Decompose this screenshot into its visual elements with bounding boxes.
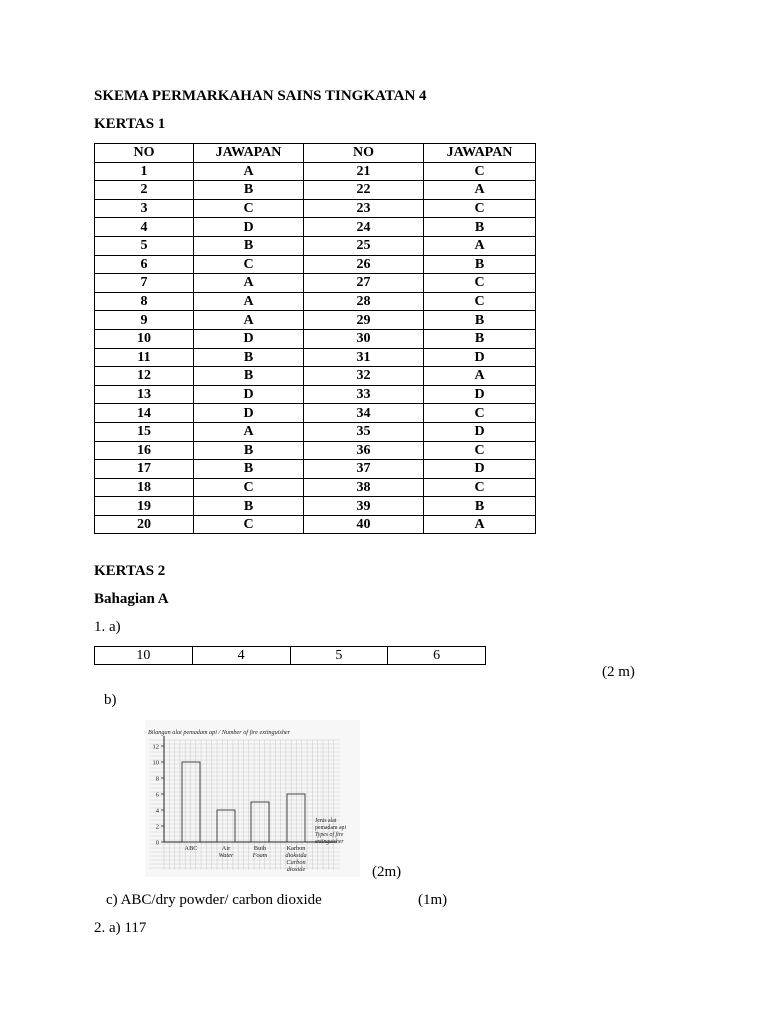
- answer-no-cell: 4: [95, 218, 194, 237]
- q1a-label: 1. a): [94, 619, 121, 635]
- bar-0: [182, 762, 200, 842]
- x-category-label: Water: [218, 852, 234, 859]
- answer-no-cell: 2: [95, 181, 194, 200]
- answer-letter-cell: C: [424, 404, 536, 423]
- answer-letter-cell: A: [424, 515, 536, 534]
- answer-letter-cell: A: [424, 181, 536, 200]
- table-row: [95, 199, 536, 218]
- table-row: [95, 292, 536, 311]
- table-row: [95, 497, 536, 516]
- answer-no-cell: 23: [304, 199, 424, 218]
- answer-no-cell: 28: [304, 292, 424, 311]
- answer-letter-cell: D: [194, 385, 304, 404]
- answer-letter-cell: D: [194, 404, 304, 423]
- answer-no-cell: 14: [95, 404, 194, 423]
- y-tick-label: 2: [155, 823, 159, 831]
- answer-letter-cell: B: [194, 348, 304, 367]
- table-row: [95, 236, 536, 255]
- answer-letter-cell: A: [194, 162, 304, 181]
- answer-letter-cell: B: [194, 181, 304, 200]
- answer-no-cell: 40: [304, 515, 424, 534]
- answer-letter-cell: B: [424, 255, 536, 274]
- answer-no-cell: 18: [95, 478, 194, 497]
- table-header-row: [95, 144, 536, 163]
- answer-no-cell: 34: [304, 404, 424, 423]
- table-row: [95, 274, 536, 293]
- answer-no-cell: 22: [304, 181, 424, 200]
- header-jawapan-2: JAWAPAN: [424, 144, 536, 163]
- answer-no-cell: 7: [95, 274, 194, 293]
- answer-no-cell: 31: [304, 348, 424, 367]
- answer-letter-cell: D: [424, 422, 536, 441]
- x-category-label: Air: [221, 845, 231, 852]
- answer-letter-cell: D: [194, 218, 304, 237]
- answer-letter-cell: C: [424, 274, 536, 293]
- answer-letter-cell: A: [194, 311, 304, 330]
- table-row: [95, 255, 536, 274]
- q1c-answer: c) ABC/dry powder/ carbon dioxide: [106, 892, 322, 908]
- x-axis-label: Jenis alat: [315, 818, 337, 824]
- answer-letter-cell: B: [194, 236, 304, 255]
- table-row: [95, 460, 536, 479]
- answer-no-cell: 1: [95, 162, 194, 181]
- table-row: [95, 162, 536, 181]
- bar-1: [217, 810, 235, 842]
- answer-letter-cell: D: [424, 348, 536, 367]
- header-no-2: NO: [304, 144, 424, 163]
- answer-no-cell: 39: [304, 497, 424, 516]
- answer-letter-cell: B: [424, 329, 536, 348]
- y-axis-label: Bilangan alat pemadam api / Number of fire extinguisher: [148, 729, 291, 736]
- q2a-answer: 2. a) 117: [94, 920, 147, 936]
- answer-letter-cell: D: [424, 385, 536, 404]
- answer-letter-cell: D: [424, 460, 536, 479]
- answer-no-cell: 24: [304, 218, 424, 237]
- answer-no-cell: 29: [304, 311, 424, 330]
- answer-letter-cell: C: [424, 478, 536, 497]
- y-tick-label: 8: [155, 775, 159, 783]
- table-row: [95, 348, 536, 367]
- y-tick-label: 10: [152, 759, 159, 767]
- answer-letter-cell: C: [424, 162, 536, 181]
- answer-no-cell: 16: [95, 441, 194, 460]
- answer-letter-cell: B: [194, 497, 304, 516]
- q1c-marks: (1m): [418, 892, 448, 908]
- x-axis-label: pemadam api: [315, 825, 347, 831]
- answer-no-cell: 15: [95, 422, 194, 441]
- answer-no-cell: 38: [304, 478, 424, 497]
- q1a-value-cell: 4: [192, 647, 290, 665]
- answer-letter-cell: C: [424, 441, 536, 460]
- header-jawapan-1: JAWAPAN: [194, 144, 304, 163]
- answer-letter-cell: A: [424, 367, 536, 386]
- y-tick-label: 6: [155, 791, 159, 799]
- q1b-label: b): [104, 692, 117, 708]
- answer-letter-cell: B: [424, 218, 536, 237]
- x-category-label: Buih: [253, 845, 267, 852]
- answer-letter-cell: A: [194, 292, 304, 311]
- answer-no-cell: 33: [304, 385, 424, 404]
- kertas2-heading: KERTAS 2: [94, 563, 166, 579]
- x-axis-label: Types of fire: [315, 832, 344, 838]
- table-row: [95, 385, 536, 404]
- header-no-1: NO: [95, 144, 194, 163]
- answer-no-cell: 11: [95, 348, 194, 367]
- answer-no-cell: 3: [95, 199, 194, 218]
- table-row: [95, 515, 536, 534]
- section-heading: Bahagian A: [94, 591, 169, 607]
- answer-letter-cell: C: [194, 478, 304, 497]
- answer-letter-cell: D: [194, 329, 304, 348]
- answer-no-cell: 36: [304, 441, 424, 460]
- x-category-label: dioxide: [286, 866, 306, 873]
- kertas1-heading: KERTAS 1: [94, 116, 166, 132]
- answer-no-cell: 8: [95, 292, 194, 311]
- table-row: [95, 441, 536, 460]
- answer-letter-cell: B: [194, 367, 304, 386]
- y-tick-label: 4: [155, 807, 159, 815]
- q1a-answer-row: [94, 646, 486, 665]
- answer-no-cell: 5: [95, 236, 194, 255]
- q1a-value-cell: 5: [290, 647, 388, 665]
- answer-no-cell: 12: [95, 367, 194, 386]
- table-row: [95, 329, 536, 348]
- x-category-label: Karbon: [286, 845, 306, 852]
- q1a-marks: (2 m): [602, 664, 635, 680]
- x-axis-label: extinguisher: [315, 839, 344, 845]
- answer-letter-cell: B: [194, 441, 304, 460]
- answer-no-cell: 10: [95, 329, 194, 348]
- answer-no-cell: 13: [95, 385, 194, 404]
- answer-no-cell: 9: [95, 311, 194, 330]
- x-category-label: Carbon: [286, 859, 306, 866]
- x-category-label: dioksida: [285, 852, 307, 859]
- x-category-label: ABC: [184, 845, 198, 852]
- answer-no-cell: 19: [95, 497, 194, 516]
- q1a-value-cell: 6: [388, 647, 486, 665]
- kertas1-answer-table: [94, 143, 536, 534]
- table-row: [95, 478, 536, 497]
- y-tick-label: 12: [152, 743, 159, 751]
- answer-no-cell: 26: [304, 255, 424, 274]
- answer-letter-cell: B: [194, 460, 304, 479]
- table-row: [95, 404, 536, 423]
- answer-letter-cell: A: [424, 236, 536, 255]
- answer-letter-cell: C: [194, 255, 304, 274]
- table-row: [95, 422, 536, 441]
- answer-no-cell: 20: [95, 515, 194, 534]
- answer-no-cell: 35: [304, 422, 424, 441]
- answer-letter-cell: A: [194, 422, 304, 441]
- bar-3: [287, 794, 305, 842]
- y-tick-label: 0: [155, 839, 159, 847]
- answer-letter-cell: C: [424, 199, 536, 218]
- fire-extinguisher-bar-chart: [145, 720, 360, 877]
- q1a-value-cell: 10: [95, 647, 193, 665]
- x-category-label: Foam: [252, 852, 268, 859]
- q1b-marks: (2m): [372, 864, 402, 880]
- table-row: [95, 311, 536, 330]
- answer-letter-cell: A: [194, 274, 304, 293]
- answer-no-cell: 21: [304, 162, 424, 181]
- table-row: [95, 218, 536, 237]
- answer-no-cell: 17: [95, 460, 194, 479]
- answer-no-cell: 27: [304, 274, 424, 293]
- answer-no-cell: 37: [304, 460, 424, 479]
- document-title: SKEMA PERMARKAHAN SAINS TINGKATAN 4: [94, 88, 427, 104]
- answer-no-cell: 30: [304, 329, 424, 348]
- bar-chart-svg: [145, 720, 360, 877]
- answer-no-cell: 32: [304, 367, 424, 386]
- table-row: [95, 367, 536, 386]
- answer-letter-cell: C: [194, 199, 304, 218]
- answer-no-cell: 25: [304, 236, 424, 255]
- answer-letter-cell: C: [424, 292, 536, 311]
- answer-letter-cell: B: [424, 311, 536, 330]
- answer-letter-cell: B: [424, 497, 536, 516]
- answer-letter-cell: C: [194, 515, 304, 534]
- table-row: [95, 181, 536, 200]
- answer-no-cell: 6: [95, 255, 194, 274]
